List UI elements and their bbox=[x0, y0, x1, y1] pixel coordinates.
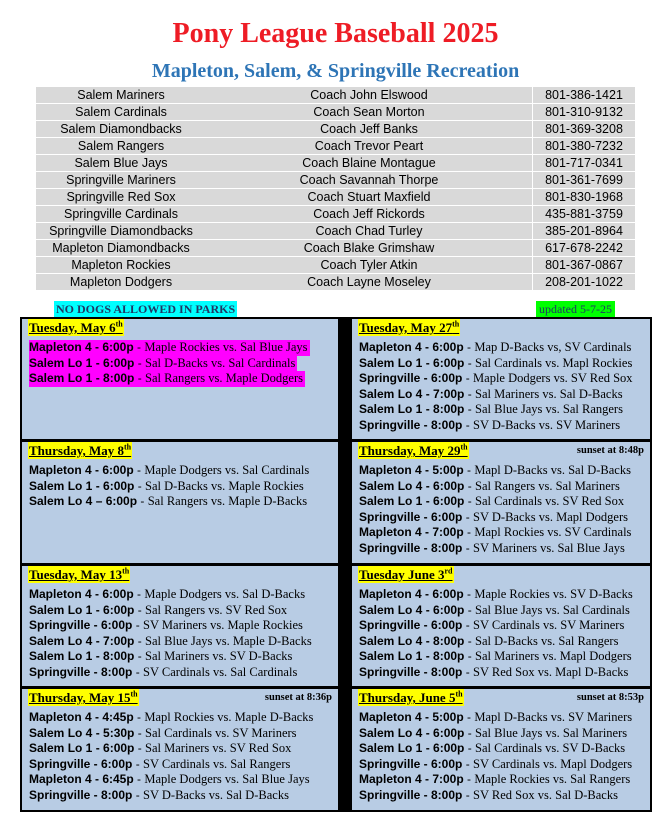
schedule-day-cell bbox=[352, 689, 650, 810]
game-matchup: Sal Mariners vs. Mapl Dodgers bbox=[475, 649, 632, 663]
team-name: Springville Red Sox bbox=[36, 189, 206, 206]
game-location-time: Mapleton 4 - 6:45p bbox=[29, 772, 134, 786]
coach-row bbox=[36, 257, 635, 274]
coach-row bbox=[36, 223, 635, 240]
game-matchup: SV Red Sox vs. Sal D-Backs bbox=[473, 787, 618, 802]
team-name: Springville Mariners bbox=[36, 172, 206, 189]
team-name: Mapleton Dodgers bbox=[36, 274, 206, 291]
game-location-time: Mapleton 4 - 7:00p bbox=[359, 772, 464, 786]
game-matchup: Map D-Backs vs, SV Cardinals bbox=[474, 340, 632, 354]
game-location-time: Salem Lo 4 - 6:00p bbox=[359, 602, 465, 617]
game-line: Springville - 6:00p - SV Cardinals vs. Sal Rangers bbox=[29, 756, 291, 771]
game-line: Salem Lo 1 - 8:00p - Sal Blue Jays vs. Sal Rangers bbox=[359, 402, 623, 416]
game-matchup: Mapl Rockies vs. Maple D-Backs bbox=[144, 710, 314, 724]
game-matchup: Maple Rockies vs. SV D-Backs bbox=[474, 587, 633, 601]
coach-phone: 617-678-2242 bbox=[533, 240, 636, 257]
game-location-time: Salem Lo 1 - 6:00p bbox=[29, 602, 135, 617]
coach-row bbox=[36, 206, 635, 223]
game-location-time: Mapleton 4 - 6:00p bbox=[29, 463, 134, 477]
coach-phone: 208-201-1022 bbox=[533, 274, 636, 291]
game-location-time: Salem Lo 1 - 8:00p bbox=[29, 371, 135, 385]
game-matchup: SV Cardinals vs. Sal Cardinals bbox=[143, 664, 298, 679]
game-line: Springville - 6:00p - SV Cardinals vs. SV Mariners bbox=[359, 618, 625, 632]
game-matchup: Maple Rockies vs. Sal Blue Jays bbox=[144, 340, 308, 354]
game-line: Mapleton 4 - 6:00p - Maple Dodgers vs. Sal D-Backs bbox=[29, 587, 306, 601]
game-location-time: Salem Lo 4 - 6:00p bbox=[359, 725, 465, 740]
coach-name: Coach Chad Turley bbox=[206, 223, 533, 240]
game-location-time: Mapleton 4 - 6:00p bbox=[359, 340, 464, 354]
game-matchup: SV D-Backs vs. SV Mariners bbox=[473, 417, 621, 432]
game-location-time: Mapleton 4 - 4:45p bbox=[29, 710, 134, 724]
game-matchup: Sal D-Backs vs. Maple Rockies bbox=[145, 478, 304, 493]
coach-row bbox=[36, 240, 635, 257]
game-location-time: Salem Lo 1 - 6:00p bbox=[29, 478, 135, 493]
game-line: Salem Lo 1 - 6:00p - Sal Mariners vs. SV Red Sox bbox=[29, 741, 292, 755]
game-location-time: Mapleton 4 - 7:00p bbox=[359, 525, 464, 539]
team-name: Salem Mariners bbox=[36, 87, 206, 104]
coach-phone: 801-361-7699 bbox=[533, 172, 636, 189]
game-matchup: Sal Blue Jays vs. Sal Rangers bbox=[475, 402, 623, 416]
game-location-time: Salem Lo 1 - 6:00p bbox=[29, 741, 135, 755]
game-matchup: SV Mariners vs. Sal Blue Jays bbox=[473, 540, 625, 555]
game-list bbox=[359, 338, 633, 431]
coach-phone: 801-386-1421 bbox=[533, 87, 636, 104]
game-matchup: Maple Rockies vs. Sal Rangers bbox=[474, 772, 631, 786]
game-line: Mapleton 4 - 6:00p - Maple Dodgers vs. Sal Cardinals bbox=[29, 463, 310, 477]
game-line: Springville - 8:00p - SV Cardinals vs. Sal Cardinals bbox=[29, 664, 298, 679]
game-location-time: Salem Lo 1 - 6:00p bbox=[359, 741, 465, 755]
page-title: Pony League Baseball 2025 bbox=[172, 18, 499, 49]
schedule-day-heading: Tuesday, May 13th bbox=[29, 566, 130, 582]
game-matchup: SV D-Backs vs. Sal D-Backs bbox=[143, 787, 289, 802]
game-location-time: Springville - 6:00p bbox=[359, 509, 463, 524]
schedule-day-cell bbox=[22, 689, 338, 810]
game-matchup: Sal Blue Jays vs. Sal Cardinals bbox=[475, 602, 630, 617]
coach-name: Coach Stuart Maxfield bbox=[206, 189, 533, 206]
game-matchup: Sal Cardinals vs. SV Mariners bbox=[145, 725, 297, 740]
coach-phone: 801-830-1968 bbox=[533, 189, 636, 206]
game-location-time: Salem Lo 1 - 6:00p bbox=[359, 355, 465, 370]
game-line: Salem Lo 4 - 8:00p - Sal D-Backs vs. Sal Rangers bbox=[359, 633, 619, 648]
game-location-time: Salem Lo 1 - 6:00p bbox=[359, 494, 465, 508]
game-matchup: Maple Dodgers vs. Sal D-Backs bbox=[144, 587, 306, 601]
game-location-time: Springville - 8:00p bbox=[359, 540, 463, 555]
game-location-time: Springville - 8:00p bbox=[359, 664, 463, 679]
coach-table bbox=[36, 87, 635, 291]
team-name: Mapleton Rockies bbox=[36, 257, 206, 274]
schedule-grid bbox=[20, 317, 652, 812]
game-matchup: Sal Rangers vs. Maple Dodgers bbox=[145, 371, 304, 385]
coach-name: Coach Blaine Montague bbox=[206, 155, 533, 172]
game-line: Salem Lo 4 - 7:00p - Sal Mariners vs. Sal D-Backs bbox=[359, 386, 623, 401]
game-matchup: Sal D-Backs vs. Sal Cardinals bbox=[145, 355, 296, 370]
coach-row bbox=[36, 121, 635, 138]
game-list bbox=[29, 585, 312, 678]
game-matchup: Mapl D-Backs vs. SV Mariners bbox=[474, 710, 633, 724]
coach-name: Coach Tyler Atkin bbox=[206, 257, 533, 274]
game-location-time: Springville - 6:00p bbox=[29, 618, 133, 632]
game-line: Salem Lo 1 - 8:00p - Sal Mariners vs. SV D-Backs bbox=[29, 649, 293, 663]
coach-row bbox=[36, 104, 635, 121]
game-location-time: Mapleton 4 - 6:00p bbox=[29, 340, 134, 354]
team-name: Salem Cardinals bbox=[36, 104, 206, 121]
game-matchup: Sal Blue Jays vs. Sal Mariners bbox=[475, 725, 628, 740]
game-matchup: Sal Rangers vs. SV Red Sox bbox=[145, 602, 288, 617]
game-matchup: Sal Rangers vs. Sal Mariners bbox=[475, 478, 620, 493]
schedule-day-heading: Tuesday June 3rd bbox=[359, 566, 453, 582]
game-line: Springville - 8:00p - SV Red Sox vs. Mapl D-Backs bbox=[359, 664, 629, 679]
sunset-time: sunset at 8:53p bbox=[576, 692, 644, 703]
coach-name: Coach Sean Morton bbox=[206, 104, 533, 121]
game-location-time: Mapleton 4 - 5:00p bbox=[359, 463, 464, 477]
game-location-time: Mapleton 4 - 6:00p bbox=[29, 587, 134, 601]
no-dogs-notice: NO DOGS ALLOWED IN PARKS bbox=[56, 302, 236, 316]
game-line: Springville - 6:00p - SV Cardinals vs. Mapl Dodgers bbox=[359, 756, 633, 771]
game-matchup: Sal Mariners vs. SV Red Sox bbox=[145, 741, 292, 755]
game-line: Salem Lo 4 - 6:00p - Sal Blue Jays vs. Sal Cardinals bbox=[359, 602, 630, 617]
game-location-time: Springville - 8:00p bbox=[359, 787, 463, 802]
schedule-day-cell bbox=[22, 319, 338, 439]
game-line: Mapleton 4 - 6:45p - Maple Dodgers vs. Sal Blue Jays bbox=[29, 772, 310, 786]
game-line: Springville - 6:00p - SV Mariners vs. Maple Rockies bbox=[29, 618, 303, 632]
game-line: Salem Lo 1 - 6:00p - Sal D-Backs vs. Sal Cardinals bbox=[29, 355, 296, 370]
schedule-day-heading: Thursday, May 15th bbox=[29, 689, 138, 705]
game-line: Mapleton 4 - 6:00p - Map D-Backs vs, SV Cardinals bbox=[359, 340, 632, 354]
game-location-time: Salem Lo 1 - 8:00p bbox=[359, 402, 465, 416]
game-line: Springville - 6:00p - SV D-Backs vs. Mapl Dodgers bbox=[359, 509, 628, 524]
game-line: Mapleton 4 - 4:45p - Mapl Rockies vs. Maple D-Backs bbox=[29, 710, 314, 724]
team-name: Springville Cardinals bbox=[36, 206, 206, 223]
game-matchup: SV Cardinals vs. SV Mariners bbox=[473, 618, 625, 632]
game-location-time: Salem Lo 1 - 6:00p bbox=[29, 355, 135, 370]
game-line: Mapleton 4 - 5:00p - Mapl D-Backs vs. Sal D-Backs bbox=[359, 463, 631, 477]
game-matchup: Sal Cardinals vs. SV D-Backs bbox=[475, 741, 626, 755]
game-location-time: Salem Lo 4 - 8:00p bbox=[359, 633, 465, 648]
game-matchup: SV Cardinals vs. Mapl Dodgers bbox=[473, 756, 633, 771]
coach-row bbox=[36, 274, 635, 291]
coach-name: Coach Savannah Thorpe bbox=[206, 172, 533, 189]
game-location-time: Springville - 8:00p bbox=[359, 417, 463, 432]
game-line: Mapleton 4 - 7:00p - Mapl Rockies vs. SV Cardinals bbox=[359, 525, 632, 539]
game-location-time: Springville - 8:00p bbox=[29, 664, 133, 679]
schedule-day-heading: Thursday, May 29th bbox=[359, 442, 468, 458]
game-matchup: Maple Dodgers vs. SV Red Sox bbox=[473, 371, 633, 385]
coach-phone: 385-201-8964 bbox=[533, 223, 636, 240]
coach-name: Coach John Elswood bbox=[206, 87, 533, 104]
coach-name: Coach Trevor Peart bbox=[206, 138, 533, 155]
coach-phone: 801-369-3208 bbox=[533, 121, 636, 138]
game-matchup: Sal Cardinals vs. SV Red Sox bbox=[475, 494, 625, 508]
game-line: Salem Lo 1 - 6:00p - Sal Cardinals vs. Mapl Rockies bbox=[359, 355, 633, 370]
game-list bbox=[359, 708, 632, 801]
coach-row bbox=[36, 138, 635, 155]
game-location-time: Salem Lo 4 - 5:30p bbox=[29, 725, 135, 740]
game-line: Salem Lo 1 - 6:00p - Sal Rangers vs. SV Red Sox bbox=[29, 602, 288, 617]
coach-row bbox=[36, 87, 635, 104]
coach-phone: 801-367-0867 bbox=[533, 257, 636, 274]
game-location-time: Mapleton 4 - 5:00p bbox=[359, 710, 464, 724]
game-list bbox=[359, 585, 633, 678]
schedule-day-cell bbox=[352, 566, 650, 686]
game-line: Salem Lo 4 - 6:00p - Sal Rangers vs. Sal Mariners bbox=[359, 478, 620, 493]
team-name: Salem Diamondbacks bbox=[36, 121, 206, 138]
game-matchup: Sal Blue Jays vs. Maple D-Backs bbox=[145, 633, 312, 648]
sunset-time: sunset at 8:36p bbox=[264, 692, 332, 703]
coach-row bbox=[36, 172, 635, 189]
game-matchup: Maple Dodgers vs. Sal Cardinals bbox=[144, 463, 310, 477]
game-location-time: Springville - 6:00p bbox=[359, 618, 463, 632]
updated-badge: updated 5-7-25 bbox=[536, 301, 615, 317]
schedule-day-cell bbox=[352, 442, 650, 563]
game-location-time: Springville - 6:00p bbox=[359, 756, 463, 771]
game-line: Mapleton 4 - 6:00p - Maple Rockies vs. Sal Blue Jays bbox=[29, 340, 308, 354]
game-line: Springville - 8:00p - SV D-Backs vs. SV Mariners bbox=[359, 417, 621, 432]
coach-phone: 801-380-7232 bbox=[533, 138, 636, 155]
game-matchup: SV Red Sox vs. Mapl D-Backs bbox=[473, 664, 629, 679]
game-matchup: Maple Dodgers vs. Sal Blue Jays bbox=[144, 772, 310, 786]
game-location-time: Springville - 6:00p bbox=[29, 756, 133, 771]
game-matchup: SV Mariners vs. Maple Rockies bbox=[143, 618, 303, 632]
game-line: Salem Lo 1 - 6:00p - Sal Cardinals vs. SV D-Backs bbox=[359, 741, 626, 755]
game-matchup: SV D-Backs vs. Mapl Dodgers bbox=[473, 509, 628, 524]
game-location-time: Salem Lo 4 - 7:00p bbox=[29, 633, 135, 648]
game-location-time: Salem Lo 4 - 6:00p bbox=[359, 478, 465, 493]
game-line: Mapleton 4 - 5:00p - Mapl D-Backs vs. SV Mariners bbox=[359, 710, 633, 724]
game-matchup: Sal Mariners vs. Sal D-Backs bbox=[475, 386, 623, 401]
team-name: Springville Diamondbacks bbox=[36, 223, 206, 240]
team-name: Mapleton Diamondbacks bbox=[36, 240, 206, 257]
game-matchup: Sal D-Backs vs. Sal Rangers bbox=[475, 633, 619, 648]
schedule-day-cell bbox=[22, 442, 338, 563]
game-line: Mapleton 4 - 7:00p - Maple Rockies vs. Sal Rangers bbox=[359, 772, 631, 786]
game-matchup: Sal Cardinals vs. Mapl Rockies bbox=[475, 355, 633, 370]
coach-phone: 801-717-0341 bbox=[533, 155, 636, 172]
game-list bbox=[359, 461, 631, 554]
game-line: Salem Lo 4 - 7:00p - Sal Blue Jays vs. Maple D-Backs bbox=[29, 633, 312, 648]
game-line: Salem Lo 1 - 8:00p - Sal Rangers vs. Maple Dodgers bbox=[29, 371, 304, 385]
coach-name: Coach Blake Grimshaw bbox=[206, 240, 533, 257]
game-line: Springville - 8:00p - SV Red Sox vs. Sal D-Backs bbox=[359, 787, 618, 802]
coach-row bbox=[36, 189, 635, 206]
game-location-time: Salem Lo 1 - 8:00p bbox=[29, 649, 135, 663]
game-line: Mapleton 4 - 6:00p - Maple Rockies vs. SV D-Backs bbox=[359, 587, 633, 601]
sunset-time: sunset at 8:48p bbox=[576, 445, 644, 456]
game-list bbox=[29, 338, 310, 385]
game-location-time: Springville - 6:00p bbox=[359, 371, 463, 385]
game-location-time: Mapleton 4 - 6:00p bbox=[359, 587, 464, 601]
coach-name: Coach Layne Moseley bbox=[206, 274, 533, 291]
game-matchup: Sal Mariners vs. SV D-Backs bbox=[145, 649, 293, 663]
game-location-time: Salem Lo 4 - 7:00p bbox=[359, 386, 465, 401]
schedule-day-cell bbox=[22, 566, 338, 686]
coach-name: Coach Jeff Banks bbox=[206, 121, 533, 138]
game-line: Salem Lo 4 – 6:00p - Sal Rangers vs. Maple D-Backs bbox=[29, 494, 308, 508]
game-line: Salem Lo 1 - 6:00p - Sal Cardinals vs. SV Red Sox bbox=[359, 494, 625, 508]
team-name: Salem Blue Jays bbox=[36, 155, 206, 172]
coach-row bbox=[36, 155, 635, 172]
game-line: Salem Lo 1 - 6:00p - Sal D-Backs vs. Maple Rockies bbox=[29, 478, 304, 493]
game-line: Salem Lo 4 - 5:30p - Sal Cardinals vs. SV Mariners bbox=[29, 725, 297, 740]
coach-name: Coach Jeff Rickords bbox=[206, 206, 533, 223]
coach-phone: 801-310-9132 bbox=[533, 104, 636, 121]
game-line: Springville - 6:00p - Maple Dodgers vs. SV Red Sox bbox=[359, 371, 633, 385]
schedule-day-cell bbox=[352, 319, 650, 439]
game-line: Salem Lo 4 - 6:00p - Sal Blue Jays vs. Sal Mariners bbox=[359, 725, 628, 740]
game-location-time: Salem Lo 1 - 8:00p bbox=[359, 649, 465, 663]
game-line: Salem Lo 1 - 8:00p - Sal Mariners vs. Mapl Dodgers bbox=[359, 649, 632, 663]
game-matchup: SV Cardinals vs. Sal Rangers bbox=[143, 756, 291, 771]
game-list bbox=[29, 708, 313, 801]
schedule-day-heading: Thursday, June 5th bbox=[359, 689, 463, 705]
game-matchup: Sal Rangers vs. Maple D-Backs bbox=[147, 494, 308, 508]
game-matchup: Mapl D-Backs vs. Sal D-Backs bbox=[474, 463, 631, 477]
schedule-day-heading: Tuesday, May 6th bbox=[29, 319, 123, 335]
schedule-day-heading: Tuesday, May 27th bbox=[359, 319, 460, 335]
schedule-day-heading: Thursday, May 8th bbox=[29, 442, 132, 458]
game-line: Springville - 8:00p - SV Mariners vs. Sal Blue Jays bbox=[359, 540, 625, 555]
game-location-time: Salem Lo 4 – 6:00p bbox=[29, 494, 138, 508]
game-matchup: Mapl Rockies vs. SV Cardinals bbox=[474, 525, 632, 539]
page-subtitle: Mapleton, Salem, & Springville Recreation bbox=[151, 60, 520, 82]
game-location-time: Springville - 8:00p bbox=[29, 787, 133, 802]
game-line: Springville - 8:00p - SV D-Backs vs. Sal D-Backs bbox=[29, 787, 289, 802]
team-name: Salem Rangers bbox=[36, 138, 206, 155]
game-list bbox=[29, 461, 309, 508]
coach-phone: 435-881-3759 bbox=[533, 206, 636, 223]
